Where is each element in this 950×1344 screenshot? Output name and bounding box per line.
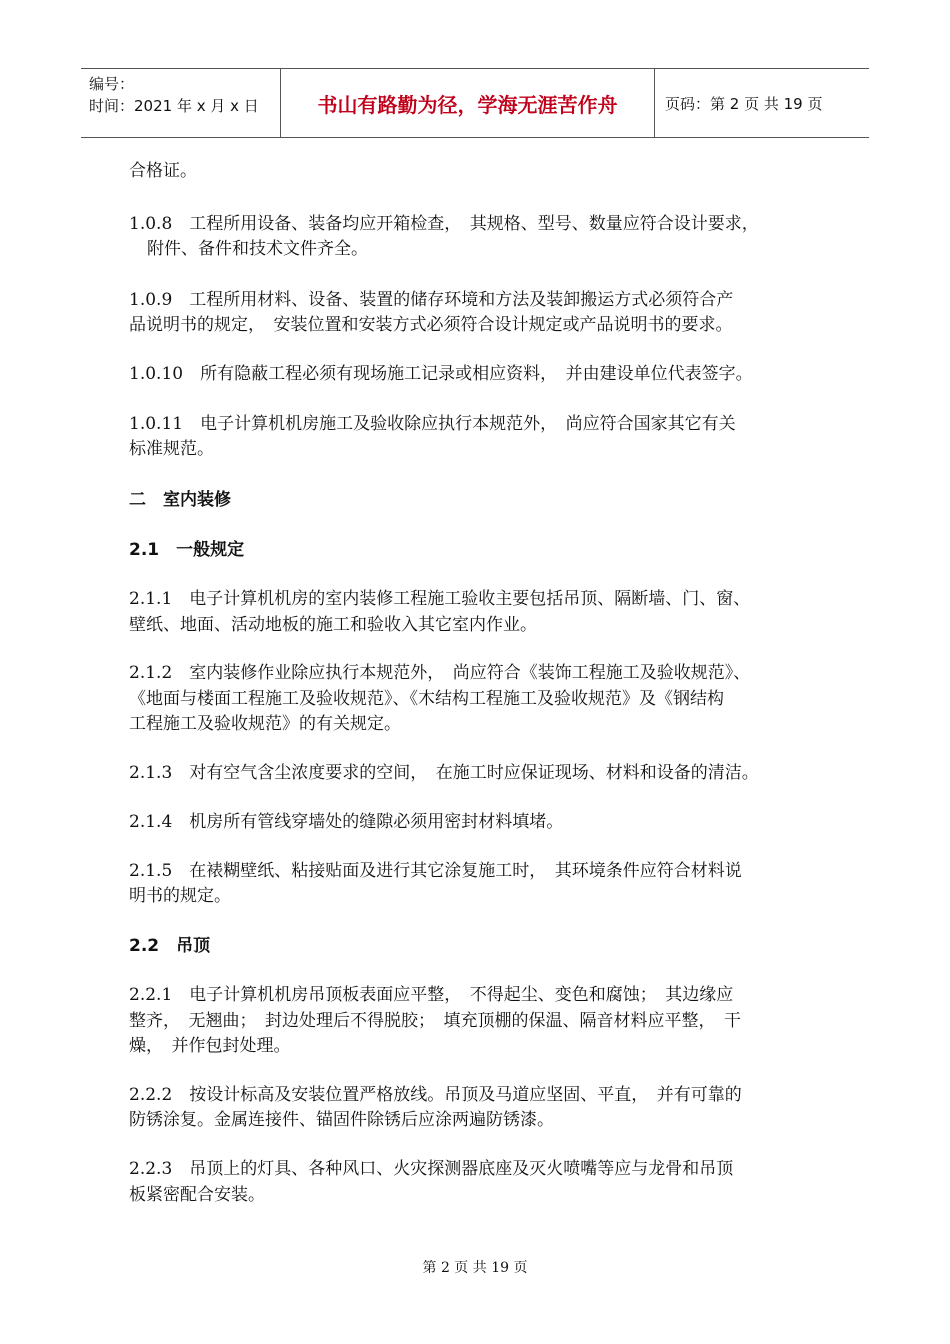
clause-2-2-3: 2.2.3 吊顶上的灯具、各种风口、火灾探测器底座及灭火喷嘴等应与龙骨和吊顶 [129, 1159, 734, 1179]
clause-2-1-3: 2.1.3 对有空气含尘浓度要求的空间， 在施工时应保证现场、材料和设备的清洁。 [129, 763, 759, 783]
subsection-heading: 2.1 一般规定 [129, 540, 245, 560]
clause-1-0-9-cont: 品说明书的规定， 安装位置和安装方式必须符合设计规定或产品说明书的要求。 [129, 315, 733, 335]
clause-2-1-2-cont2: 工程施工及验收规范》的有关规定。 [129, 714, 401, 734]
clause-2-1-2-cont1: 《地面与楼面工程施工及验收规范》、《木结构工程施工及验收规范》及《钢结构 [129, 689, 724, 709]
clause-1-0-8: 1.0.8 工程所用设备、装备均应开箱检查， 其规格、型号、数量应符合设计要求， [129, 214, 759, 234]
clause-1-0-11-cont: 标准规范。 [129, 439, 214, 459]
clause-2-2-1-cont2: 燥， 并作包封处理。 [129, 1036, 291, 1056]
clause-2-1-4: 2.1.4 机房所有管线穿墙处的缝隙必须用密封材料填堵。 [129, 812, 564, 832]
clause-2-2-1: 2.2.1 电子计算机机房吊顶板表面应平整， 不得起尘、变色和腐蚀； 其边缘应 [129, 985, 734, 1005]
clause-2-1-1: 2.1.1 电子计算机机房的室内装修工程施工验收主要包括吊顶、隔断墙、门、窗、 [129, 589, 751, 609]
section-heading: 二 室内装修 [129, 490, 231, 510]
header-motto: 书山有路勤为径，学海无涯苦作舟 [281, 69, 655, 137]
header-meta [81, 69, 281, 137]
clause-2-1-5-cont: 明书的规定。 [129, 886, 231, 906]
clause-2-1-1-cont: 壁纸、地面、活动地板的施工和验收入其它室内作业。 [129, 615, 537, 635]
clause-2-2-1-cont1: 整齐， 无翘曲； 封边处理后不得脱胶； 填充顶棚的保温、隔音材料应平整， 干 [129, 1011, 741, 1031]
page-header [81, 68, 869, 138]
clause-2-2-3-cont: 板紧密配合安装。 [129, 1185, 265, 1205]
document-code: 编号： [89, 75, 135, 93]
document-date: 时间：2021 年 x 月 x 日 [89, 97, 259, 115]
clause-2-1-2: 2.1.2 室内装修作业除应执行本规范外， 尚应符合《装饰工程施工及验收规范》、 [129, 663, 751, 683]
clause-2-2-2: 2.2.2 按设计标高及安装位置严格放线。吊顶及马道应坚固、平直， 并有可靠的 [129, 1085, 742, 1105]
clause-1-0-11: 1.0.11 电子计算机机房施工及验收除应执行本规范外， 尚应符合国家其它有关 [129, 414, 736, 434]
header-page-number: 页码：第 2 页 共 19 页 [665, 94, 823, 113]
clause-1-0-8-cont: 附件、备件和技术文件齐全。 [147, 239, 368, 259]
subsection-heading: 2.2 吊顶 [129, 936, 211, 956]
clause-1-0-9: 1.0.9 工程所用材料、设备、装置的储存环境和方法及装卸搬运方式必须符合产 [129, 290, 734, 310]
clause-2-2-2-cont: 防锈涂复。金属连接件、锚固件除锈后应涂两遍防锈漆。 [129, 1110, 554, 1130]
paragraph: 合格证。 [129, 161, 197, 181]
page-footer: 第 2 页 共 19 页 [422, 1260, 528, 1276]
clause-1-0-10: 1.0.10 所有隐蔽工程必须有现场施工记录或相应资料， 并由建设单位代表签字。 [129, 364, 753, 384]
clause-2-1-5: 2.1.5 在裱糊壁纸、粘接贴面及进行其它涂复施工时， 其环境条件应符合材料说 [129, 861, 742, 881]
